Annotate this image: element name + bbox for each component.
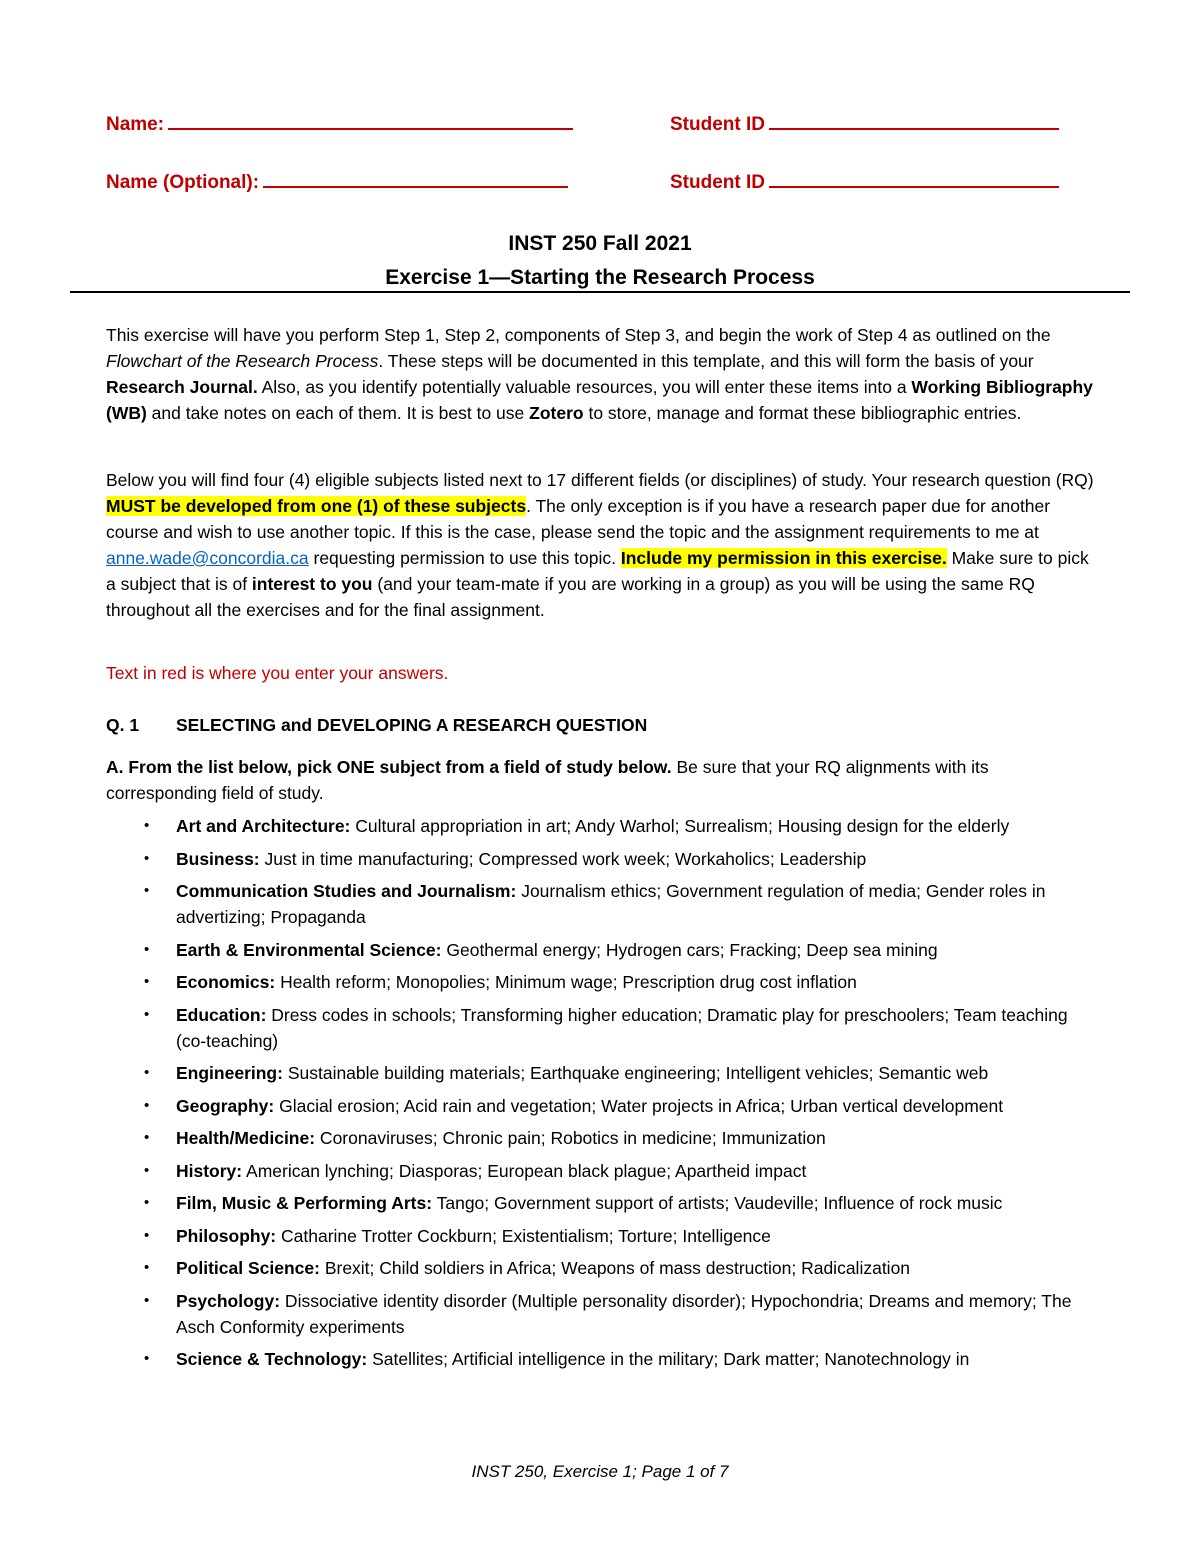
- intro-p1-text-c: Also, as you identify potentially valuable resources, you will enter these items into a: [257, 377, 912, 397]
- red-answer-note: Text in red is where you enter your answers.: [106, 663, 449, 683]
- bullet-icon: •: [144, 817, 150, 834]
- working-bibliography-term: Working Bibliography (WB): [106, 377, 1093, 423]
- subject-list-item: [106, 1255, 1096, 1281]
- intro-p2-text-b: . The only exception is if you have a research paper due for another course and wish to use another topic. If this is the case, please send the topic and the assignment requirements to me at: [106, 496, 1051, 542]
- subject-list-item: [106, 878, 1096, 930]
- intro-paragraph-2: [106, 467, 1096, 623]
- bullet-icon: •: [144, 1259, 150, 1276]
- subject-field: Political Science:: [176, 1258, 320, 1278]
- subject-list-item: [106, 1158, 1096, 1184]
- subject-field: Geography:: [176, 1095, 275, 1116]
- subject-field: Communication Studies and Journalism:: [176, 881, 517, 901]
- bullet-icon: •: [144, 1129, 150, 1146]
- zotero-term: Zotero: [529, 403, 584, 423]
- bullet-icon: •: [144, 973, 150, 990]
- permission-highlight: Include my permission in this exercise.: [620, 548, 947, 568]
- subject-topics: Dress codes in schools; Transforming higher education; Dramatic play for preschoolers; Team teaching (co-teaching): [176, 1004, 1068, 1051]
- intro-paragraph-1: [106, 322, 1096, 426]
- title-divider: [70, 291, 1130, 293]
- subject-topics: Journalism ethics; Government regulation of media; Gender roles in advertizing; Propaganda: [176, 881, 1046, 927]
- name-optional-field[interactable]: [106, 168, 568, 194]
- subject-topics: Health reform; Monopolies; Minimum wage; Prescription drug cost inflation: [275, 972, 857, 992]
- bullet-icon: •: [144, 849, 150, 867]
- bullet-icon: •: [144, 1226, 150, 1244]
- bullet-icon: •: [144, 1096, 150, 1114]
- subject-list: [106, 813, 1096, 1379]
- subject-topics: Brexit; Child soldiers in Africa; Weapons of mass destruction; Radicalization: [319, 1258, 911, 1278]
- subject-list-item: [106, 937, 1096, 963]
- subject-field: Science & Technology:: [176, 1349, 368, 1369]
- subject-field: Earth & Environmental Science:: [176, 939, 442, 960]
- subject-topics: Catharine Trotter Cockburn; Existentialism; Torture; Intelligence: [276, 1225, 771, 1246]
- course-title: INST 250 Fall 2021: [508, 232, 692, 255]
- subject-field: Education:: [176, 1004, 267, 1025]
- intro-p1-text-d: and take notes on each of them. It is best to use: [146, 403, 530, 423]
- student-id-blank-line-1[interactable]: [769, 110, 1059, 130]
- subject-list-item: [106, 1223, 1096, 1249]
- subject-topics: Coronaviruses; Chronic pain; Robotics in medicine; Immunization: [315, 1128, 826, 1148]
- name-blank-line[interactable]: [168, 110, 573, 130]
- intro-p2-text-c: requesting permission to use this topic.: [308, 548, 621, 568]
- subject-field: History:: [176, 1160, 243, 1181]
- subject-field: Philosophy:: [176, 1225, 277, 1246]
- name-optional-label: Name (Optional):: [106, 172, 260, 193]
- subject-list-item: [106, 1125, 1096, 1151]
- email-link[interactable]: anne.wade@concordia.ca: [106, 548, 309, 568]
- student-id-blank-line-2[interactable]: [769, 168, 1059, 188]
- intro-p2-text-a: Below you will find four (4) eligible subjects listed next to 17 different fields (or disciplines) of study. Your research question (RQ): [106, 470, 1094, 490]
- bullet-icon: •: [144, 1350, 150, 1367]
- subject-topics: Dissociative identity disorder (Multiple personality disorder); Hypochondria; Dreams and memory; The Asch Conformity experiments: [176, 1290, 1072, 1337]
- subject-field: Film, Music & Performing Arts:: [176, 1193, 433, 1213]
- subject-list-item: [106, 1190, 1096, 1216]
- bullet-icon: •: [144, 882, 150, 899]
- bullet-icon: •: [144, 1005, 150, 1023]
- subject-list-item: [106, 1060, 1096, 1086]
- subject-field: Health/Medicine:: [176, 1128, 316, 1148]
- name-optional-blank-line[interactable]: [263, 168, 568, 188]
- bullet-icon: •: [144, 1291, 150, 1309]
- subject-field: Business:: [176, 848, 260, 869]
- subject-topics: American lynching; Diasporas; European black plague; Apartheid impact: [242, 1160, 807, 1181]
- bullet-icon: •: [144, 940, 150, 958]
- subject-list-item: [106, 1346, 1096, 1372]
- q1-part-a: [106, 754, 1096, 806]
- subject-list-item: [106, 1093, 1096, 1119]
- subject-list-item: [106, 846, 1096, 872]
- intro-p2-text-e: (and your team-mate if you are working in a group) as you will be using the same RQ throughout all the exercises and for the final assignment.: [106, 574, 1035, 620]
- interest-term: interest to you: [251, 574, 373, 594]
- intro-p2-text-d: Make sure to pick a subject that is of: [106, 548, 1089, 594]
- exercise-title: Exercise 1—Starting the Research Process: [385, 266, 815, 289]
- subject-field: Engineering:: [176, 1063, 283, 1083]
- must-highlight: MUST be developed from one (1) of these subjects: [106, 496, 527, 516]
- subject-list-item: [106, 1002, 1096, 1054]
- q1-number: Q. 1: [106, 715, 140, 735]
- intro-p1-text-a: This exercise will have you perform Step 1, Step 2, components of Step 3, and begin the work of Step 4 as outlined on the: [106, 325, 1051, 345]
- student-id-field-1[interactable]: [670, 110, 1059, 136]
- subject-topics: Just in time manufacturing; Compressed work week; Workaholics; Leadership: [259, 848, 867, 869]
- subject-topics: Geothermal energy; Hydrogen cars; Fracking; Deep sea mining: [441, 939, 938, 960]
- q1-title: SELECTING and DEVELOPING A RESEARCH QUESTION: [176, 715, 648, 735]
- name-label: Name:: [106, 114, 165, 135]
- subject-topics: Cultural appropriation in art; Andy Warhol; Surrealism; Housing design for the elderly: [350, 816, 1010, 836]
- subject-topics: Tango; Government support of artists; Vaudeville; Influence of rock music: [432, 1193, 1003, 1213]
- subject-topics: Sustainable building materials; Earthquake engineering; Intelligent vehicles; Semantic web: [282, 1063, 989, 1083]
- student-id-label-1: Student ID: [670, 114, 765, 135]
- subject-field: Psychology:: [176, 1290, 281, 1311]
- q1-a-instruction: A. From the list below, pick ONE subject from a field of study below.: [106, 757, 672, 777]
- bullet-icon: •: [144, 1064, 150, 1081]
- page-footer: INST 250, Exercise 1; Page 1 of 7: [471, 1462, 729, 1481]
- subject-topics: Satellites; Artificial intelligence in the military; Dark matter; Nanotechnology in: [367, 1349, 970, 1369]
- q1-heading: [106, 715, 647, 736]
- student-id-field-2[interactable]: [670, 168, 1059, 194]
- bullet-icon: •: [144, 1194, 150, 1211]
- name-field[interactable]: [106, 110, 573, 136]
- subject-list-item: [106, 969, 1096, 995]
- subject-field: Art and Architecture:: [176, 816, 351, 836]
- subject-topics: Glacial erosion; Acid rain and vegetation; Water projects in Africa; Urban vertical development: [274, 1095, 1004, 1116]
- intro-p1-text-b: . These steps will be documented in this template, and this will form the basis of your: [378, 351, 1034, 371]
- flowchart-reference: Flowchart of the Research Process: [106, 351, 379, 371]
- student-id-label-2: Student ID: [670, 172, 765, 193]
- intro-p1-text-e: to store, manage and format these bibliographic entries.: [583, 403, 1022, 423]
- research-journal-term: Research Journal.: [106, 377, 258, 397]
- subject-list-item: [106, 1288, 1096, 1340]
- bullet-icon: •: [144, 1161, 150, 1179]
- subject-list-item: [106, 813, 1096, 839]
- subject-field: Economics:: [176, 972, 276, 992]
- q1-a-note: Be sure that your RQ alignments with its corresponding field of study.: [106, 757, 989, 803]
